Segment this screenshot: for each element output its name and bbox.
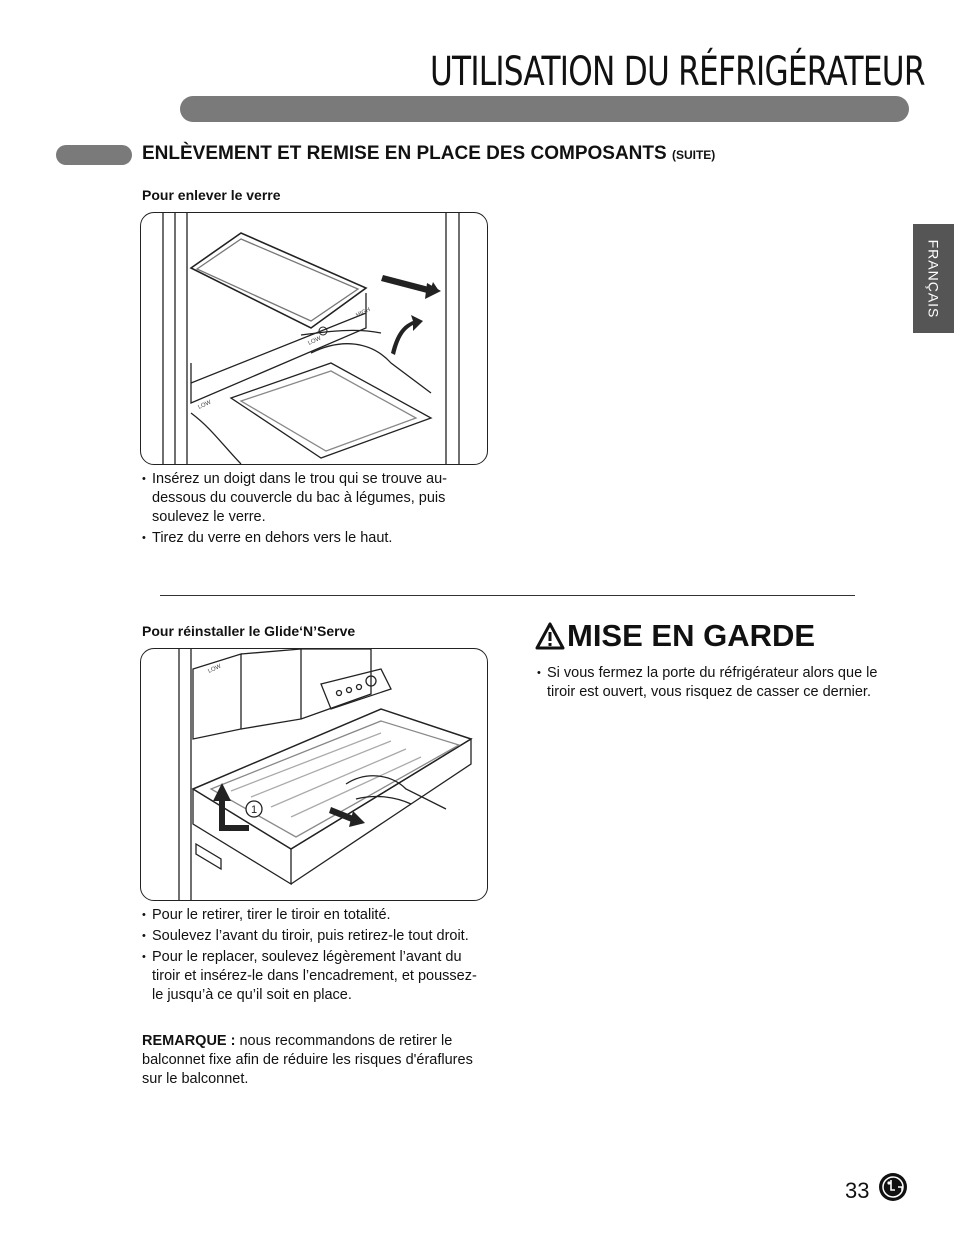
page-title: UTILISATION DU RÉFRIGÉRATEUR	[430, 49, 925, 95]
remove-glass-instructions	[142, 470, 477, 550]
list-item: • Insérez un doigt dans le trou qui se trouve au-dessous du couvercle du bac à légumes, puis soulevez le verre.	[142, 470, 477, 527]
language-tab-label: FRANÇAIS	[925, 239, 942, 318]
list-item: • Tirez du verre en dehors vers le haut.	[142, 529, 477, 548]
section-marker	[56, 145, 132, 165]
list-item: • Pour le retirer, tirer le tiroir en totalité.	[142, 906, 487, 925]
glide-n-serve-drawer-illustration	[140, 648, 488, 901]
low-label: LOW	[207, 663, 223, 675]
section-divider	[160, 595, 855, 596]
warning-title: MISE EN GARDE	[567, 618, 816, 653]
list-item: • Pour le replacer, soulevez légèrement l’avant du tiroir et insérez-le dans l’encadrement, et poussez-le jusqu’à ce qu’il soit en place.	[142, 948, 487, 1005]
section-title-text: ENLÈVEMENT ET REMISE EN PLACE DES COMPOSANTS	[142, 143, 667, 164]
step-number: 1	[250, 804, 258, 816]
lg-logo-icon	[878, 1172, 908, 1207]
note-label: REMARQUE :	[142, 1033, 236, 1049]
section-title	[142, 143, 715, 165]
reinstall-heading: Pour réinstaller le Glide‘N’Serve	[142, 623, 356, 639]
page-number: 33	[845, 1178, 870, 1203]
low-label-1: LOW	[307, 335, 323, 347]
list-item: • Si vous fermez la porte du réfrigérateur alors que le tiroir est ouvert, vous risquez de casser ce dernier.	[537, 664, 907, 702]
reinstall-instructions	[142, 906, 487, 1007]
warning-text	[537, 664, 907, 704]
language-tab	[913, 224, 954, 333]
remove-glass-heading: Pour enlever le verre	[142, 187, 281, 203]
warning-heading	[535, 618, 815, 654]
list-item: • Soulevez l’avant du tiroir, puis retirez-le tout droit.	[142, 927, 487, 946]
crisper-glass-removal-illustration	[140, 212, 488, 465]
section-title-suffix: (SUITE)	[671, 148, 716, 162]
low-label-2: LOW	[197, 399, 213, 411]
title-bar	[180, 96, 909, 122]
high-label: HIGH	[355, 307, 372, 319]
reinstall-note	[142, 1032, 487, 1089]
note-text: nous recommandons de retirer le balconnet fixe afin de réduire les risques d'éraflures sur le balconnet.	[142, 1033, 473, 1087]
warning-triangle-icon	[535, 622, 565, 650]
